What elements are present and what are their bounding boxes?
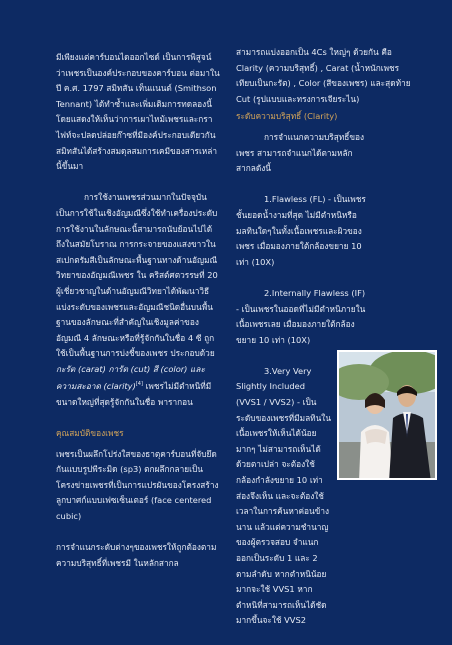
couple-photo-illustration <box>339 352 437 480</box>
left-paragraph-1: มีเพียงแต่คาร์บอนไดออกไซด์ เป็นการพิสูจน์ว่าเพชรเป็นองค์ประกอบของคาร์บอน ต่อมาในปี ค.ศ. 1797 สมิทสัน เท็นแนนต์ (Smithson Tennant) ได้ทำซ้ำและเพิ่มเติมการทดลองนี้ โดยแสดงให้เห็นว่าการเผาไหม้เพชรและกราไฟท์จะปลดปล่อยก๊าซที่มีองค์ประกอบเดียวกัน สมิทสันได้สร้างสมดุลสมการเคมีของสารเหล่านี้ขึ้นมา <box>56 52 220 172</box>
left-paragraph-2: การใช้งานเพชรส่วนมากในปัจจุบันเป็นการใช้ในเชิงอัญมณีซึ่งใช้ทำเครื่องประดับ การใช้งานในลักษณะนี้สามารถนับย้อนไปได้ถึงในสมัยโบราณ การกระจายของแสงขาวในสเปกตรัมสีเป็นลักษณะพื้นฐานทางด้านอัญมณีวิทยาของอัญมณีเพชร ใน คริสต์ศตวรรษที่ 20 ผู้เชี่ยวชาญในด้านอัญมณีวิทยาได้พัฒนาวิธีแบ่งระดับของเพชรและอัญมณีชนิดอื่นบนพื้นฐานของลักษณะที่สำคัญในเชิงมูลค่าของอัญมณี 4 ลักษณะหรือที่รู้จักกันในชื่อ 4 ซี ถูกใช้เป็นพื้นฐานการบ่งชี้ของเพชร ประกอบด้วย กะรัต (carat) การัต (cut) สี (color) และ ความสะอาด (clarity)[4] เพชรไม่มีตำหนิที่มีขนาดใหญ่ที่สุดรู้จักกันในชื่อ พารากอน <box>56 192 218 407</box>
left-column <box>56 50 220 587</box>
section-heading-clarity: ระดับความบริสุทธิ์ (Clarity) <box>236 111 338 122</box>
section-heading-properties: คุณสมบัติของเพชร <box>56 428 124 439</box>
right-column <box>236 45 411 645</box>
clarity-item-vvs: 3.Very Very Slightly Included (VVS1 / VVS2) - เป็นระดับของเพชรที่มีมลทินในเนื้อเพชรให้เห็นได้น้อยมากๆ ไม่สามารถเห็นได้ด้วยตาเปล่า จะต้องใช้กล้องกำลังขยาย 10 เท่า ส่องจึงเห็น และจะต้องใช้เวลาในการค้นหาค่อนข้างนาน แล้วแต่ความชำนาญของผู้ตรวจสอบ จำแนกออกเป็นระดับ 1 และ 2 ตามลำดับ หากตำหนิน้อยมากจะใช้ VVS1 หากตำหนิที่สามารถเห็นได้ชัดมากขึ้นจะใช้ VVS2 <box>236 365 332 626</box>
clarity-item-fl: 1.Flawless (FL) - เป็นเพชรชั้นยอดน้ำงามที่สุด ไม่มีตำหนิหรือมลทินใดๆในทั้งเนื้อเพชรและผิวของเพชร เมื่อมองภายใต้กล้องขยาย 10 เท่า (10X) <box>236 194 366 267</box>
left-paragraph-4: การจำแนกระดับต่างๆของเพชรให้ถูกต้องตามความบริสุทธิ์ที่เพชรมี ในหลักสากล <box>56 542 217 568</box>
right-paragraph-1: สามารถแบ่งออกเป็น 4Cs ใหญ่ๆ ด้วยกัน คือ Clarity (ความบริสุทธิ์) , Carat (น้ำหนักเพชรเทียบเป็นกะรัต) , Color (สีของเพชร) และสุดท้าย Cut (รูปแบบและทรงการเจียระไน) <box>236 47 411 104</box>
left-paragraph-3: เพชรเป็นผลึกโปร่งใสของธาตุคาร์บอนที่จับยึดกันแบบรูปพีระมิด (sp3) ตกผลึกกลายเป็นโครงข่ายเพชรที่เป็นการแปรผันของโครงสร้างลูกบาศก์แบบเฟซเซ็นเตอร์ (face centered cubic) <box>56 448 219 521</box>
couple-photo <box>337 350 437 480</box>
citation-4: [4] <box>135 381 143 388</box>
clarity-item-if: 2.Internally Flawless (IF) - เป็นเพชรในออดที่ไม่มีตำหนิภายในเนื้อเพชรเลย เมื่อมองภายใต้กล้องขยาย 10 เท่า (10X) <box>236 287 366 345</box>
right-paragraph-2: การจำแนกความบริสุทธิ์ของเพชร สามารถจำแนกได้ตามหลักสากลดังนี้ <box>236 131 365 174</box>
four-c-italic: กะรัต (carat) การัต (cut) สี (color) และ ความสะอาด (clarity) <box>56 363 205 392</box>
